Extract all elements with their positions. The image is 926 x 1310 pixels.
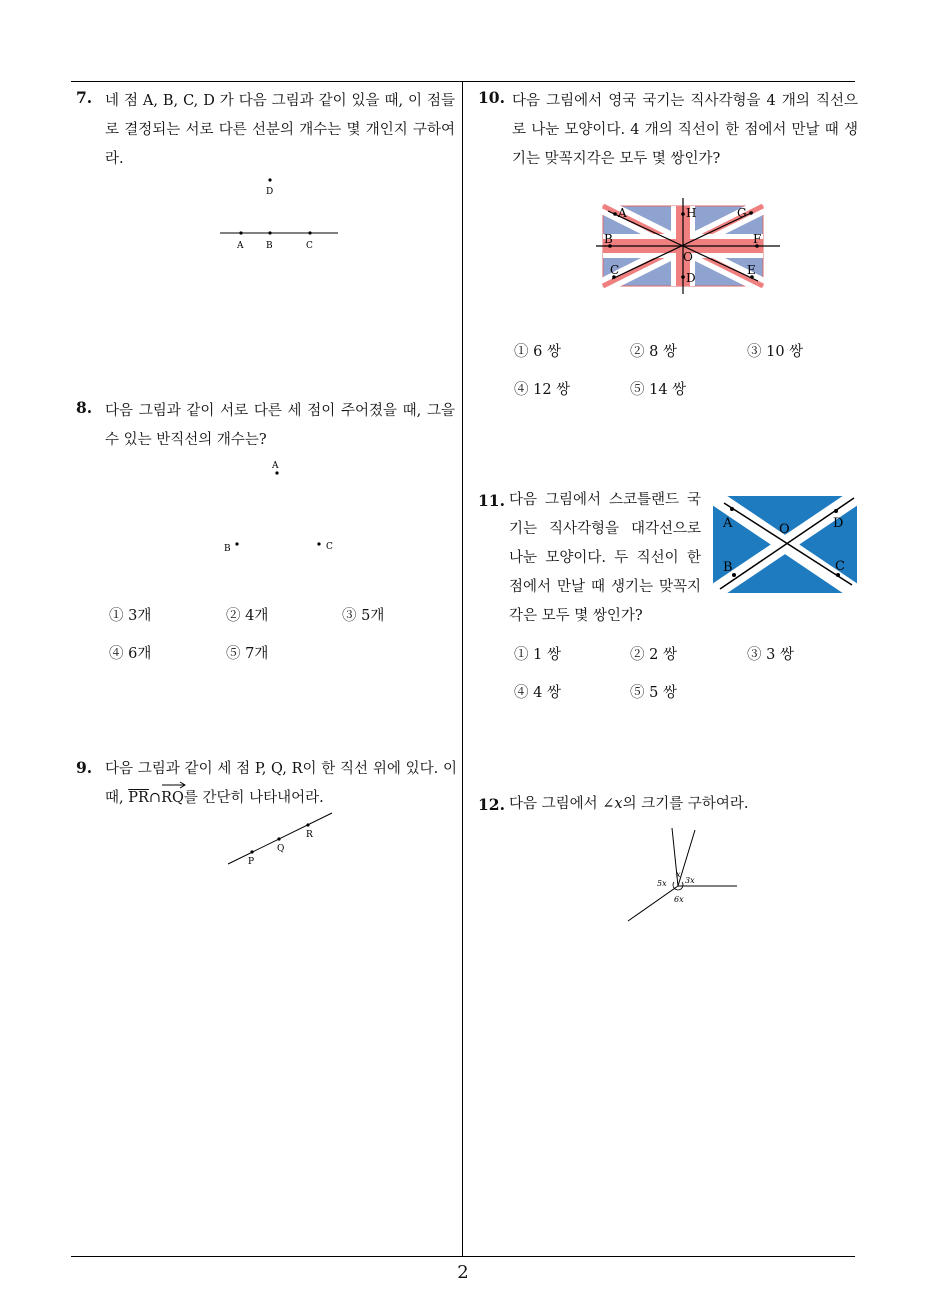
uk-flag-figure: [596, 194, 786, 299]
choice-5[interactable]: ⑤ 14 쌍: [630, 382, 687, 398]
point-b: [235, 542, 238, 545]
choice-3[interactable]: ③ 10 쌍: [747, 344, 804, 360]
point-a: [613, 212, 617, 216]
label-a: A: [237, 241, 244, 251]
point-d: [834, 509, 838, 513]
label-b: B: [723, 560, 733, 575]
point-r: [306, 823, 309, 826]
label-b: B: [604, 232, 613, 246]
label-a: A: [618, 206, 627, 220]
label-r: R: [306, 830, 313, 840]
page-number: 2: [457, 1262, 469, 1283]
choice-4[interactable]: ④ 6개: [109, 646, 152, 662]
text-before: 다음 그림과 같이 세 점 P, Q, R이 한 직선 위에 있다. 이 때,: [105, 761, 457, 806]
label-6x: 6x: [674, 895, 684, 904]
label-b: B: [224, 544, 231, 554]
label-5x: 5x: [657, 879, 667, 888]
segment-pr: $\overline{PR}$: [128, 790, 149, 806]
point-b: [268, 231, 271, 234]
point-c: [317, 542, 320, 545]
point-q: [277, 837, 280, 840]
point-a: [275, 471, 278, 474]
choice-4[interactable]: ④ 12 쌍: [514, 382, 571, 398]
label-f: F: [753, 232, 762, 246]
question-text: 다음 그림에서 영국 국기는 직사각형을 4 개의 직선으로 나눈 모양이다. 4 개의 직선이 한 점에서 만날 때 생기는 맞꼭지각은 모두 몇 쌍인가?: [512, 93, 858, 167]
point-a: [239, 231, 242, 234]
choice-3[interactable]: ③ 5개: [342, 608, 385, 624]
q8-figure: [215, 455, 345, 560]
scotland-flag-figure: [712, 493, 860, 597]
point-g: [749, 211, 753, 215]
text-after: 의 크기를 구하여라.: [622, 796, 749, 812]
intersection-symbol: ∩: [148, 790, 162, 806]
label-x: x: [676, 870, 681, 879]
bottom-rule: [71, 1256, 855, 1257]
question-text: 다음 그림과 같이 서로 다른 세 점이 주어졌을 때, 그을 수 있는 반직선의 개수는?: [105, 403, 455, 448]
choice-5[interactable]: ⑤ 7개: [226, 646, 269, 662]
column-divider: [462, 81, 463, 1257]
question-number: 12.: [478, 795, 505, 814]
ray-rq: [161, 784, 184, 813]
point-p: [250, 850, 253, 853]
q9-figure: [222, 806, 337, 871]
choice-1[interactable]: ① 6 쌍: [514, 344, 561, 360]
label-b: B: [266, 241, 273, 251]
label-3x: 3x: [685, 876, 695, 885]
question-number: 8.: [76, 398, 93, 417]
label-c: C: [306, 241, 313, 251]
text-after: 를 간단히 나타내어라.: [183, 790, 324, 806]
choice-1[interactable]: ① 3개: [109, 608, 152, 624]
label-h: H: [686, 206, 697, 220]
ray-label: RQ: [161, 790, 184, 806]
point-b: [732, 573, 736, 577]
choice-2[interactable]: ② 8 쌍: [630, 344, 677, 360]
q12-figure: [622, 824, 742, 924]
question-number: 9.: [76, 758, 93, 777]
point-d: [268, 178, 271, 181]
q7-figure: [210, 170, 350, 260]
choice-1[interactable]: ① 1 쌍: [514, 647, 561, 663]
point-d: [681, 275, 685, 279]
question-number: 7.: [76, 88, 93, 107]
ray-4: [628, 886, 678, 921]
choice-4[interactable]: ④ 4 쌍: [514, 685, 561, 701]
choice-2[interactable]: ② 4개: [226, 608, 269, 624]
top-rule: [71, 81, 855, 82]
label-e: E: [747, 263, 756, 277]
label-a: A: [272, 461, 279, 471]
label-d: D: [266, 187, 274, 197]
question-text: [509, 790, 855, 819]
label-c: C: [835, 559, 845, 574]
label-o: O: [779, 522, 790, 537]
question-number: 10.: [478, 88, 505, 107]
question-text: 네 점 A, B, C, D 가 다음 그림과 같이 있을 때, 이 점들로 결정되는 서로 다른 선분의 개수는 몇 개인지 구하여라.: [105, 93, 455, 167]
choice-2[interactable]: ② 2 쌍: [630, 647, 677, 663]
label-a: A: [723, 516, 733, 531]
label-q: Q: [277, 844, 285, 854]
question-text: [105, 755, 457, 813]
label-c: C: [326, 542, 333, 552]
point-h: [681, 212, 685, 216]
choice-5[interactable]: ⑤ 5 쌍: [630, 685, 677, 701]
angle-x: ∠x: [602, 796, 623, 812]
text-before: 다음 그림에서: [509, 796, 603, 812]
label-p: P: [248, 857, 255, 867]
label-c: C: [610, 263, 620, 277]
question-text: 다음 그림에서 스코틀랜드 국기는 직사각형을 대각선으로 나눈 모양이다. 두 직선이 한 점에서 만날 때 생기는 맞꼭지각은 모두 몇 쌍인가?: [509, 492, 701, 624]
question-number: 11.: [478, 491, 505, 510]
label-d: D: [686, 271, 696, 285]
choice-3[interactable]: ③ 3 쌍: [747, 647, 794, 663]
point-c: [308, 231, 311, 234]
label-g: G: [737, 206, 747, 220]
label-d: D: [833, 516, 844, 531]
point-a: [730, 507, 734, 511]
label-o: O: [683, 250, 693, 264]
